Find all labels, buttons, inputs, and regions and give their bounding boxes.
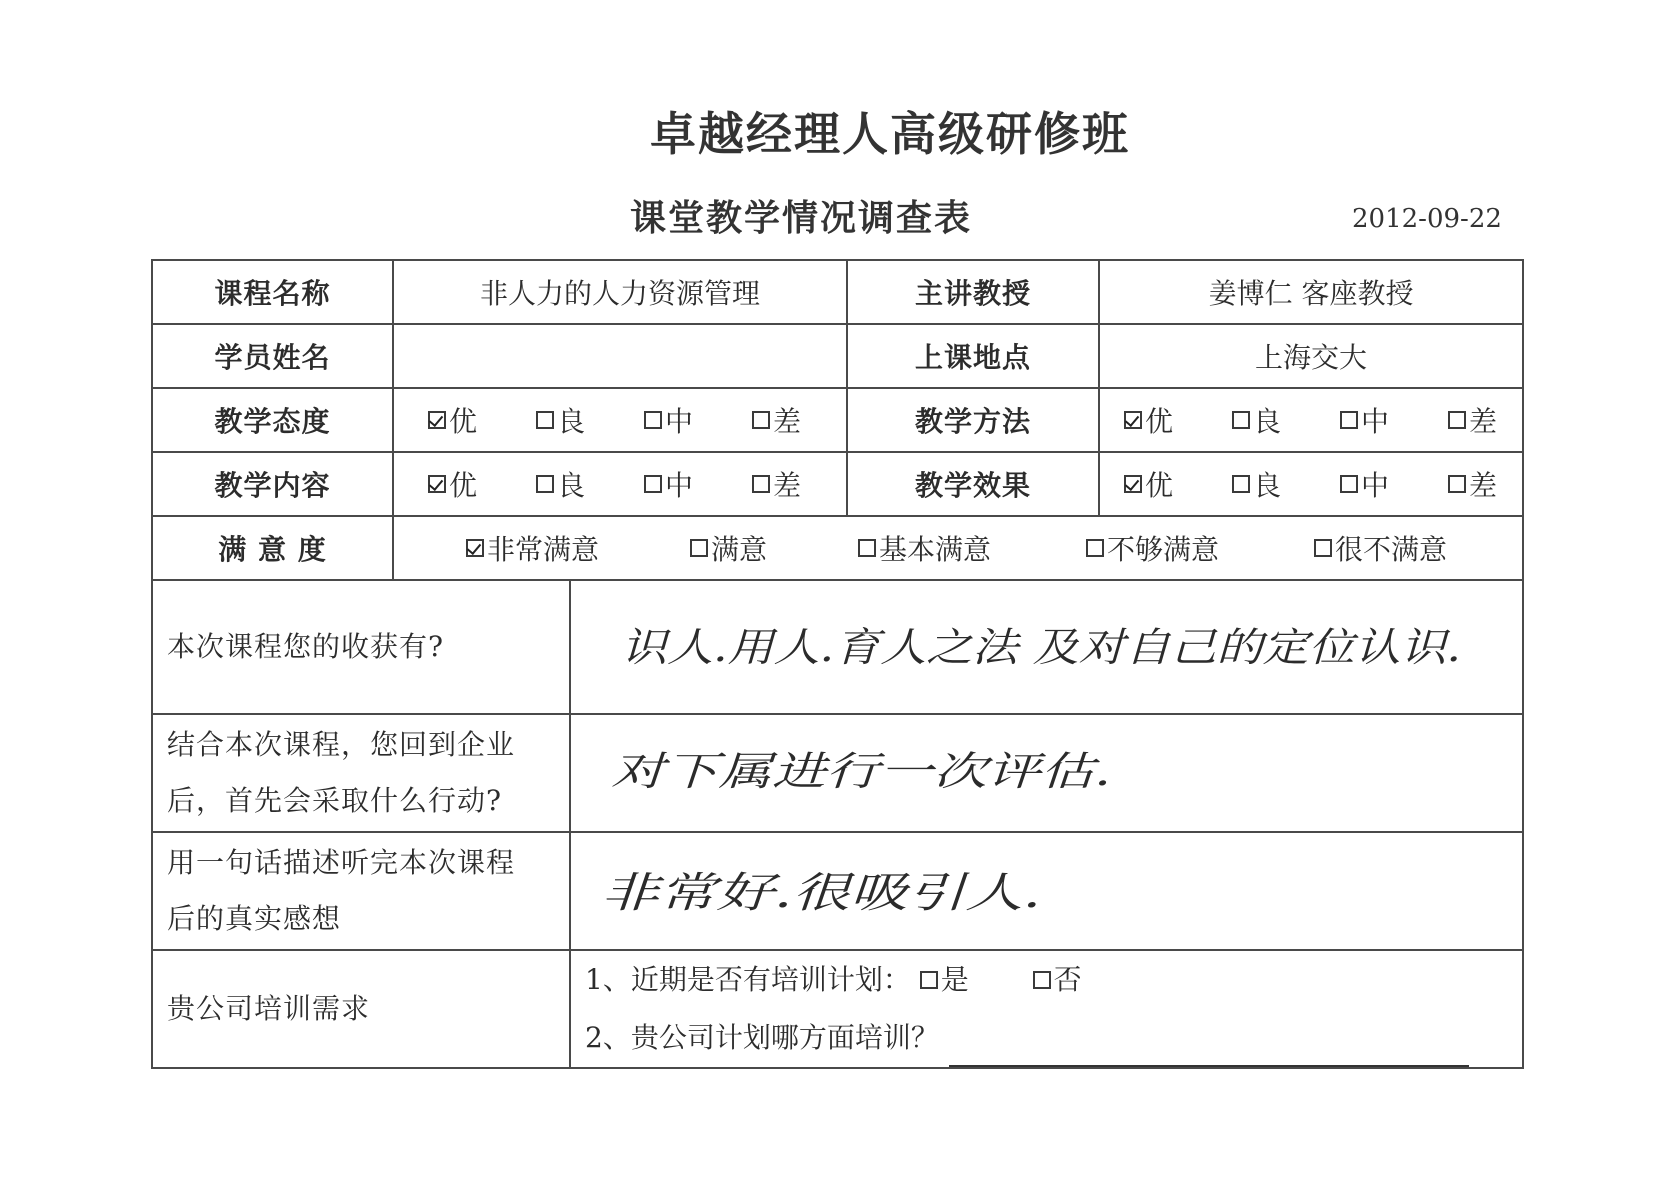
row-feeling [152, 832, 1523, 950]
attitude-option-0[interactable]: 优 [428, 400, 536, 440]
checkbox-icon [428, 411, 446, 429]
checkbox-icon [1314, 539, 1332, 557]
content-option-3[interactable]: 差 [752, 464, 832, 504]
gains-answer-handwriting [571, 581, 1521, 713]
effect-option-2[interactable]: 中 [1340, 464, 1448, 504]
method-option-3[interactable]: 差 [1448, 400, 1508, 440]
checkbox-icon [1124, 475, 1142, 493]
action-question: 结合本次课程，您回到企业 后，首先会采取什么行动? [152, 714, 570, 832]
action-answer-cell[interactable] [570, 714, 1523, 832]
course-name-value[interactable]: 非人力的人力资源管理 [393, 260, 847, 324]
checkbox-icon [920, 971, 938, 989]
training-area-question: 2、贵公司计划哪方面培训？ [571, 1009, 1522, 1067]
feeling-question: 用一句话描述听完本次课程 后的真实感想 [152, 832, 570, 950]
professor-value[interactable]: 姜博仁 客座教授 [1099, 260, 1523, 324]
checkbox-icon [536, 475, 554, 493]
form-title: 卓越经理人高级研修班 [650, 107, 1130, 161]
feeling-answer-cell[interactable] [570, 832, 1523, 950]
checkbox-icon [1232, 411, 1250, 429]
row-satisfaction [152, 516, 1523, 580]
training-needs-label: 贵公司培训需求 [152, 950, 570, 1068]
survey-table [151, 259, 1524, 1069]
teaching-method-options [1099, 388, 1523, 452]
checkbox-icon [644, 475, 662, 493]
method-option-1[interactable]: 良 [1232, 400, 1340, 440]
teaching-content-options [393, 452, 847, 516]
teaching-attitude-label: 教学态度 [152, 388, 393, 452]
row-gains [152, 580, 1523, 714]
method-option-2[interactable]: 中 [1340, 400, 1448, 440]
location-value[interactable]: 上海交大 [1099, 324, 1523, 388]
checkbox-icon [1448, 411, 1466, 429]
effect-option-3[interactable]: 差 [1448, 464, 1508, 504]
checkbox-icon [752, 411, 770, 429]
effect-option-1[interactable]: 良 [1232, 464, 1340, 504]
action-answer-text: 对下属进行一次评估. [611, 749, 1111, 795]
checkbox-icon [1232, 475, 1250, 493]
satisfaction-option-3[interactable]: 不够满意 [1086, 528, 1314, 568]
gains-question: 本次课程您的收获有? [152, 580, 570, 714]
course-name-label: 课程名称 [152, 260, 393, 324]
gains-answer-cell[interactable] [570, 580, 1523, 714]
checkbox-icon [858, 539, 876, 557]
action-answer-handwriting [571, 715, 1521, 831]
checkbox-icon [536, 411, 554, 429]
content-option-0[interactable]: 优 [428, 464, 536, 504]
row-course [152, 260, 1523, 324]
student-name-value[interactable] [393, 324, 847, 388]
content-option-1[interactable]: 良 [536, 464, 644, 504]
form-date: 2012-09-22 [1352, 204, 1502, 234]
checkbox-icon [1033, 971, 1051, 989]
teaching-content-label: 教学内容 [152, 452, 393, 516]
content-option-2[interactable]: 中 [644, 464, 752, 504]
checkbox-icon [1340, 411, 1358, 429]
satisfaction-option-2[interactable]: 基本满意 [858, 528, 1086, 568]
checkbox-icon [1448, 475, 1466, 493]
satisfaction-option-0[interactable]: 非常满意 [466, 528, 690, 568]
training-plan-question: 1、近期是否有培训计划： 是 否 [571, 951, 1522, 1009]
satisfaction-options [393, 516, 1523, 580]
location-label: 上课地点 [847, 324, 1099, 388]
teaching-effect-options [1099, 452, 1523, 516]
method-option-0[interactable]: 优 [1124, 400, 1232, 440]
attitude-option-2[interactable]: 中 [644, 400, 752, 440]
attitude-option-1[interactable]: 良 [536, 400, 644, 440]
satisfaction-label: 满 意 度 [152, 516, 393, 580]
satisfaction-option-4[interactable]: 很不满意 [1314, 528, 1474, 568]
row-training-needs [152, 950, 1523, 1068]
training-needs-cell [570, 950, 1523, 1068]
effect-option-0[interactable]: 优 [1124, 464, 1232, 504]
checkbox-icon [1340, 475, 1358, 493]
form-subtitle: 课堂教学情况调查表 [630, 198, 973, 239]
checkbox-icon [644, 411, 662, 429]
student-name-label: 学员姓名 [152, 324, 393, 388]
training-area-input[interactable] [949, 1039, 1469, 1067]
teaching-effect-label: 教学效果 [847, 452, 1099, 516]
teaching-method-label: 教学方法 [847, 388, 1099, 452]
feeling-answer-handwriting [571, 833, 1521, 949]
checkbox-icon [1124, 411, 1142, 429]
row-student [152, 324, 1523, 388]
row-action [152, 714, 1523, 832]
attitude-option-3[interactable]: 差 [752, 400, 832, 440]
checkbox-icon [1086, 539, 1104, 557]
training-plan-yes[interactable]: 是 [920, 951, 1024, 1009]
feeling-answer-text: 非常好.很吸引人. [601, 868, 1041, 917]
training-plan-no[interactable]: 否 [1033, 951, 1082, 1009]
checkbox-icon [466, 539, 484, 557]
professor-label: 主讲教授 [847, 260, 1099, 324]
gains-answer-text: 识人.用人.育人之法 及对自己的定位认识. [621, 625, 1461, 671]
checkbox-icon [690, 539, 708, 557]
checkbox-icon [752, 475, 770, 493]
checkbox-icon [428, 475, 446, 493]
satisfaction-option-1[interactable]: 满意 [690, 528, 858, 568]
teaching-attitude-options [393, 388, 847, 452]
row-attitude-method [152, 388, 1523, 452]
row-content-effect [152, 452, 1523, 516]
